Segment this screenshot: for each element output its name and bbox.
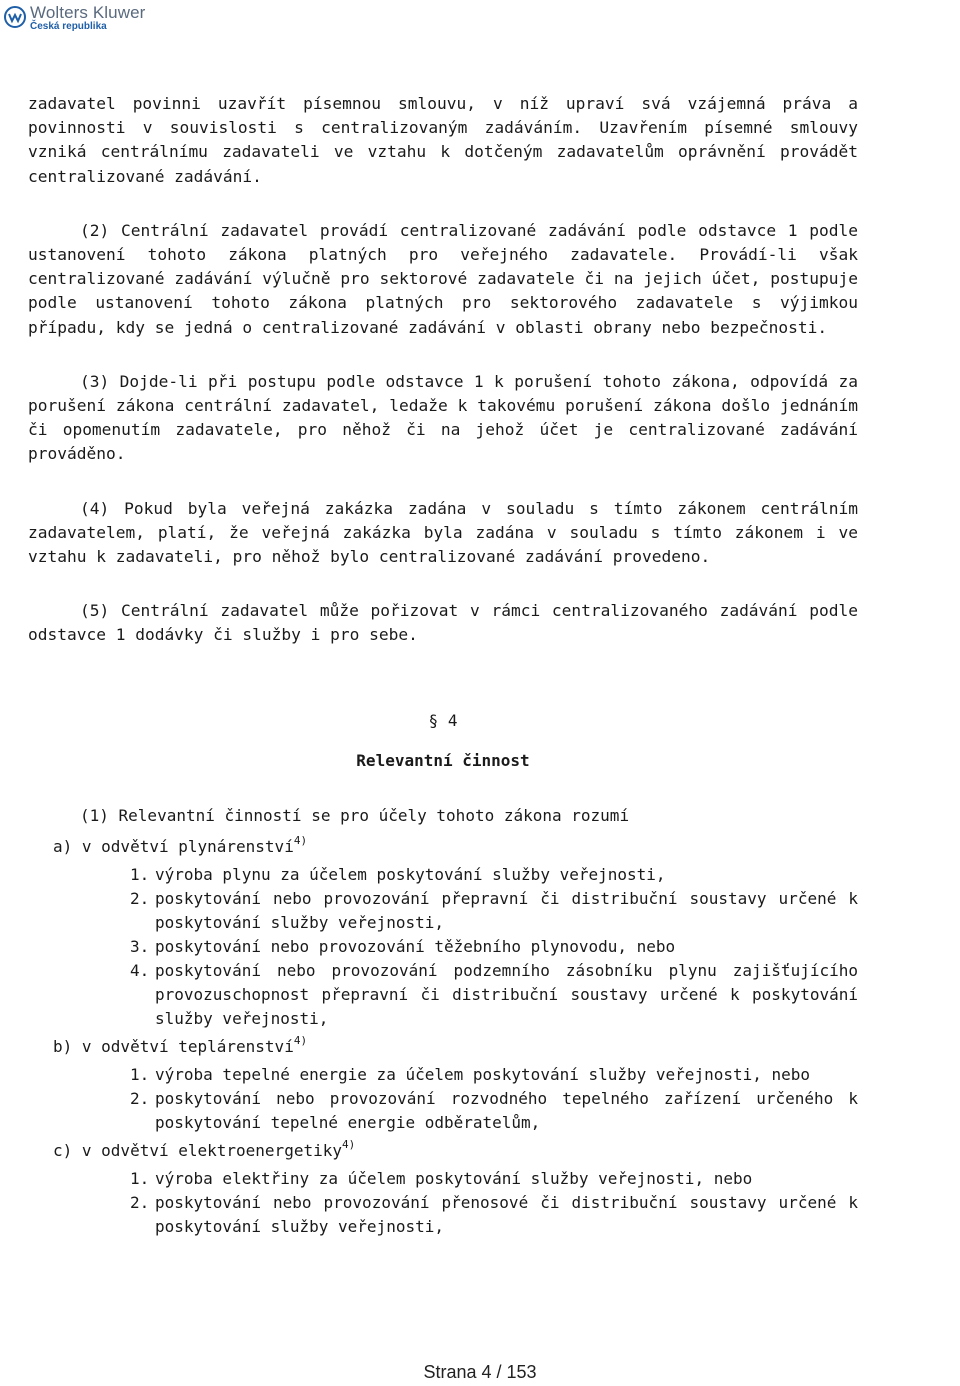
- item-list: [28, 863, 858, 1031]
- item-list: [28, 1063, 858, 1135]
- footnote-ref[interactable]: 4): [341, 1137, 356, 1151]
- document-body: [28, 92, 858, 1243]
- list-item: 1. výroba elektřiny za účelem poskytování služby veřejnosti, nebo: [130, 1168, 753, 1188]
- list-item: 2. poskytování nebo provozování přenosové či distribuční soustavy určené k poskytování služby veřejnosti,: [130, 1192, 858, 1236]
- group-label: c) v odvětví elektroenergetiky$^{4)}$: [53, 1137, 356, 1160]
- paragraph-continuation: zadavatel povinni uzavřít písemnou smlouvu, v níž upraví svá vzájemná práva a povinnosti v souvislosti s centralizovaným zadáváním. Uzavřením písemné smlouvy vzniká centrálnímu zadavateli ve vztahu k dotčeným zadavatelům oprávnění provádět centralizované zadávání.: [28, 94, 858, 186]
- list-item: 2. poskytování nebo provozování přepravní či distribuční soustavy určené k poskytování služby veřejnosti,: [130, 888, 858, 932]
- brand-name: Wolters Kluwer: [30, 3, 146, 22]
- list-item: 3. poskytování nebo provozování těžebního plynovodu, nebo: [130, 936, 676, 956]
- publisher-logo: [4, 4, 145, 32]
- list-item: 4. poskytování nebo provozování podzemního zásobníku plynu zajišťujícího provozuschopnost přepravní či distribuční soustavy určené k poskytování služby veřejnosti,: [130, 960, 858, 1028]
- list-item: 1. výroba plynu za účelem poskytování služby veřejnosti,: [130, 864, 666, 884]
- paragraph-2: (2) Centrální zadavatel provádí centralizované zadávání podle odstavce 1 podle ustanovení tohoto zákona platných pro veřejného zadavatele. Provádí-li však centralizované zadávání výlučně pro sektorové zadavatele či na jejich účet, postupuje podle ustanovení tohoto zákona platných pro sektorového zadavatele s výjimkou případu, kdy se jedná o centralizované zadávání v oblasti obrany nebo bezpečnosti.: [28, 220, 858, 337]
- footnote-ref[interactable]: 4): [293, 833, 308, 847]
- item-list: [28, 1167, 858, 1239]
- group-a: [28, 835, 858, 1031]
- paragraph-3: (3) Dojde-li při postupu podle odstavce 1 k porušení tohoto zákona, odpovídá za porušení zákona centrální zadavatel, ledaže k takovému porušení zákona došlo jednáním či opomenutím zadavatele, pro něhož či na jehož účet je centralizované zadávání prováděno.: [28, 371, 858, 464]
- paragraph-5: (5) Centrální zadavatel může pořizovat v rámci centralizovaného zadávání podle odstavce 1 dodávky či služby i pro sebe.: [28, 601, 858, 645]
- brand-subtitle: Česká republika: [30, 21, 107, 32]
- group-c: [28, 1139, 858, 1239]
- section-lead: (1) Relevantní činností se pro účely tohoto zákona rozumí: [80, 805, 630, 825]
- group-label: b) v odvětví teplárenství$^{4)}$: [53, 1033, 308, 1056]
- footnote-ref[interactable]: 4): [293, 1033, 308, 1047]
- group-b: [28, 1035, 858, 1135]
- section-title: Relevantní činnost: [356, 750, 530, 770]
- paragraph-4: (4) Pokud byla veřejná zakázka zadána v souladu s tímto zákonem centrálním zadavatelem, platí, že veřejná zakázka byla zadána v souladu s tímto zákonem i ve vztahu k zadavateli, pro něhož bylo centralizované zadávání provedeno.: [28, 498, 858, 567]
- list-item: 1. výroba tepelné energie za účelem poskytování služby veřejnosti, nebo: [130, 1064, 811, 1084]
- section-number: § 4: [428, 710, 458, 730]
- list-item: 2. poskytování nebo provozování rozvodného tepelného zařízení určeného k poskytování tepelné energie odběratelům,: [130, 1088, 858, 1132]
- group-label: a) v odvětví plynárenství$^{4)}$: [53, 833, 308, 856]
- wolters-kluwer-logo-icon: [4, 6, 26, 28]
- page-number: Strana 4 / 153: [423, 1362, 537, 1382]
